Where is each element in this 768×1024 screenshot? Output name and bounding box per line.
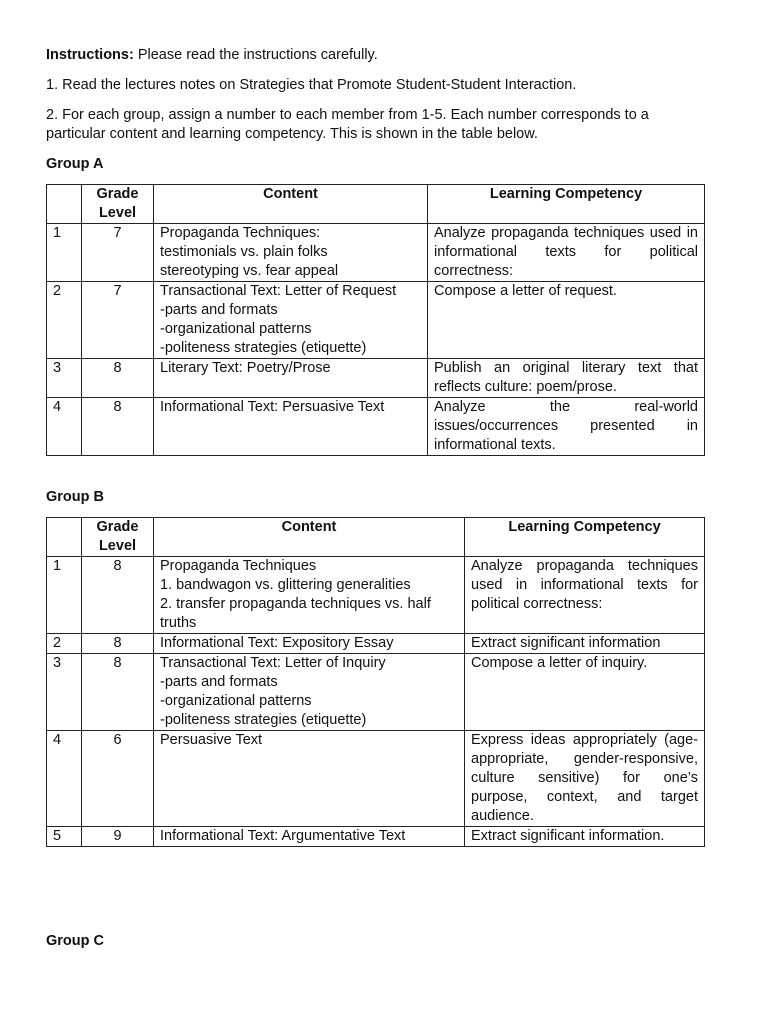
table-row: [47, 827, 705, 847]
content-cell: [154, 634, 465, 654]
content-line: testimonials vs. plain folks: [160, 244, 328, 260]
content-cell: [154, 398, 428, 456]
group-c-title: Group C: [46, 933, 104, 949]
row-number: 3: [47, 359, 82, 398]
content-cell: [154, 731, 465, 827]
content-cell: [154, 224, 428, 282]
instruction-step-2: 2. For each group, assign a number to each member from 1-5. Each number corresponds to a particular content and learning competency. This is shown in the table below.: [46, 107, 649, 142]
content-cell: [154, 282, 428, 359]
learning-competency-cell: Publish an original literary text that reflects culture: poem/prose.: [428, 359, 705, 398]
content-line: -parts and formats: [160, 674, 278, 690]
learning-competency-cell: Analyze propaganda techniques used in informational texts for political correctness:: [465, 557, 705, 634]
table-header-row: [47, 185, 705, 224]
table-row: [47, 634, 705, 654]
content-line: 2. transfer propaganda techniques vs. half truths: [160, 596, 431, 631]
content-line: -organizational patterns: [160, 693, 312, 709]
grade-level-cell: 8: [82, 654, 154, 731]
content-line: -organizational patterns: [160, 321, 312, 337]
header-number: [47, 518, 82, 557]
instructions-text: Please read the instructions carefully.: [133, 47, 378, 63]
row-number: 4: [47, 731, 82, 827]
header-learning-competency: Learning Competency: [428, 185, 705, 224]
learning-competency-cell: Extract significant information.: [465, 827, 705, 847]
grade-level-cell: 8: [82, 359, 154, 398]
row-number: 2: [47, 634, 82, 654]
content-line: Informational Text: Persuasive Text: [160, 399, 385, 415]
group-a-table: [46, 184, 705, 456]
content-line: Transactional Text: Letter of Request: [160, 283, 397, 299]
grade-level-cell: 8: [82, 398, 154, 456]
instruction-step-1: 1. Read the lectures notes on Strategies that Promote Student-Student Interaction.: [46, 77, 577, 93]
grade-level-cell: 6: [82, 731, 154, 827]
header-grade-level: Grade Level: [82, 518, 154, 557]
content-line: Literary Text: Poetry/Prose: [160, 360, 331, 376]
grade-level-cell: 9: [82, 827, 154, 847]
table-row: [47, 398, 705, 456]
group-b-title: Group B: [46, 489, 104, 505]
table-row: [47, 224, 705, 282]
content-line: Propaganda Techniques: [160, 558, 317, 574]
group-a-title: Group A: [46, 156, 104, 172]
instructions-label: Instructions:: [46, 47, 134, 63]
row-number: 5: [47, 827, 82, 847]
learning-competency-cell: Express ideas appropriately (age-appropriate, gender-responsive, culture sensitive) for one’s purpose, context, and target audience.: [465, 731, 705, 827]
row-number: 1: [47, 224, 82, 282]
row-number: 1: [47, 557, 82, 634]
content-line: -politeness strategies (etiquette): [160, 712, 367, 728]
header-content: Content: [154, 518, 465, 557]
row-number: 3: [47, 654, 82, 731]
content-line: Transactional Text: Letter of Inquiry: [160, 655, 386, 671]
table-row: [47, 359, 705, 398]
row-number: 2: [47, 282, 82, 359]
content-line: Persuasive Text: [160, 732, 263, 748]
content-cell: [154, 827, 465, 847]
group-b-table: [46, 517, 705, 847]
learning-competency-cell: Analyze the real-world issues/occurrences presented in informational texts.: [428, 398, 705, 456]
table-row: [47, 654, 705, 731]
table-header-row: [47, 518, 705, 557]
table-row: [47, 731, 705, 827]
learning-competency-cell: Compose a letter of inquiry.: [465, 654, 705, 731]
header-content: Content: [154, 185, 428, 224]
content-line: Informational Text: Expository Essay: [160, 635, 394, 651]
grade-level-cell: 8: [82, 634, 154, 654]
content-cell: [154, 359, 428, 398]
table-row: [47, 282, 705, 359]
header-number: [47, 185, 82, 224]
content-line: 1. bandwagon vs. glittering generalities: [160, 577, 411, 593]
table-row: [47, 557, 705, 634]
header-learning-competency: Learning Competency: [465, 518, 705, 557]
content-line: stereotyping vs. fear appeal: [160, 263, 339, 279]
row-number: 4: [47, 398, 82, 456]
header-grade-level: Grade Level: [82, 185, 154, 224]
content-line: Informational Text: Argumentative Text: [160, 828, 406, 844]
learning-competency-cell: Extract significant information: [465, 634, 705, 654]
instructions-line: [46, 46, 706, 65]
content-cell: [154, 654, 465, 731]
content-line: -parts and formats: [160, 302, 278, 318]
learning-competency-cell: Compose a letter of request.: [428, 282, 705, 359]
grade-level-cell: 8: [82, 557, 154, 634]
document-page: [46, 46, 706, 949]
content-cell: [154, 557, 465, 634]
content-line: Propaganda Techniques:: [160, 225, 321, 241]
grade-level-cell: 7: [82, 224, 154, 282]
learning-competency-cell: Analyze propaganda techniques used in informational texts for political correctness:: [428, 224, 705, 282]
grade-level-cell: 7: [82, 282, 154, 359]
content-line: -politeness strategies (etiquette): [160, 340, 367, 356]
